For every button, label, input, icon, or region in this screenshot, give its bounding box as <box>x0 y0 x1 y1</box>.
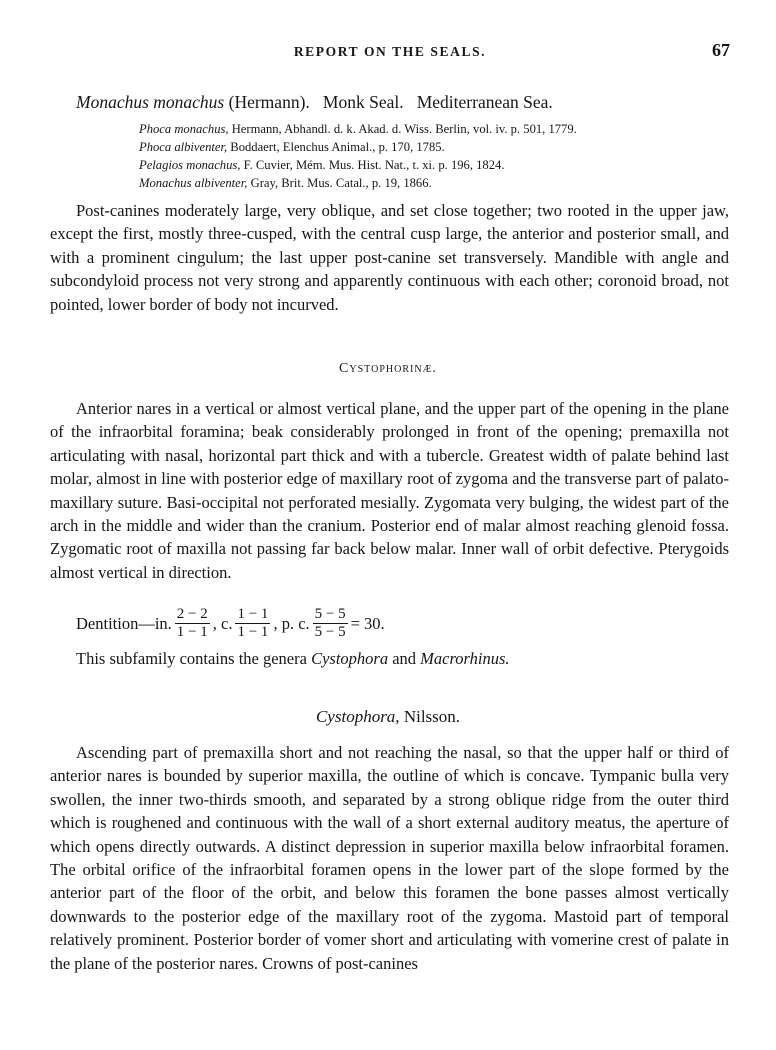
canine-lower: 1 − 1 <box>237 624 269 640</box>
incisor-fraction <box>175 606 210 641</box>
synonym-entry <box>139 138 577 156</box>
species-region: Mediterranean Sea. <box>416 92 553 112</box>
genus-macrorhinus: Macrorhinus. <box>420 649 510 668</box>
species-description-text: Post-canines moderately large, very oblique, and set close together; two rooted in the upper jaw, except the first, mostly three-cusped, with the central cusp large, the anterior and posterior small, and with a prominent cingulum; the last upper post-canine set transversely. Mandible with angle and subcondyloid process not very strong and apparently continuous with each other; coronoid broad, not pointed, lower border of body not incurved. <box>50 201 729 314</box>
genus-cystophora: Cystophora <box>311 649 389 668</box>
genus-name: Cystophora, <box>315 707 400 726</box>
species-common-name: Monk Seal. <box>322 92 404 112</box>
genus-heading <box>0 707 776 727</box>
incisor-upper: 2 − 2 <box>176 606 208 622</box>
species-heading <box>76 92 553 113</box>
incisor-separator: , c. <box>212 613 233 633</box>
synonym-citation: Hermann, Abhandl. d. k. Akad. d. Wiss. Berlin, vol. iv. p. 501, 1779. <box>231 122 577 136</box>
synonym-name: Phoca albiventer, <box>139 140 228 154</box>
species-author: (Hermann). <box>228 92 310 112</box>
page-header <box>50 40 730 68</box>
synonym-entry <box>139 156 577 174</box>
note-prefix: This subfamily contains the genera <box>76 649 307 668</box>
subfamily-description <box>50 397 729 584</box>
synonym-list <box>139 120 577 192</box>
synonym-name: Monachus albiventer, <box>139 176 248 190</box>
synonym-citation: Boddaert, Elenchus Animal., p. 170, 1785. <box>230 140 445 154</box>
postcanine-lower: 5 − 5 <box>314 624 346 640</box>
running-title: REPORT ON THE SEALS. <box>293 44 487 59</box>
synonym-name: Pelagios monachus, <box>139 158 241 172</box>
subfamily-description-text: Anterior nares in a vertical or almost vertical plane, and the upper part of the opening in the plane of the infraorbital foramina; beak considerably prolonged in front of the opening; premaxilla not articulating with nasal, horizontal part thick and with a tubercle. Greatest width of palate behind last molar, almost in line with posterior edge of maxillary root of zygoma and the transverse part of palato-maxillary suture. Basi-occipital not perforated mesially. Zygomata very bulging, the widest part of the arch in the middle and wider than the cranium. Posterior end of malar almost reaching glenoid fossa. Zygomatic root of maxilla not passing far back below malar. Inner wall of orbit defective. Pterygoids almost vertical in direction. <box>50 399 729 582</box>
synonym-entry <box>139 120 577 138</box>
postcanine-fraction <box>313 606 348 641</box>
page-number: 67 <box>712 40 730 60</box>
genus-description-text: Ascending part of premaxilla short and not reaching the nasal, so that the upper half or third of anterior nares is bounded by superior maxilla, the outline of which is concave. Tympanic bulla very swollen, the inner two-thirds smooth, and separated by a strong oblique ridge from the outer third which is roughened and continuous with the wall of a short external auditory meatus, the aperture of which opens directly outwards. A distinct depression in superior maxilla below infraorbital foramen. The orbital orifice of the infraorbital foramen opens in the lower part of the slope formed by the anterior part of the floor of the orbit, and below this foramen the bone passes almost vertically downwards to the posterior edge of the maxillary root of the zygoma. Mastoid part of temporal relatively prominent. Posterior border of vomer short and articulating with vomerine crest of palate in the plane of the posterior nares. Crowns of post-canines <box>50 743 729 973</box>
canine-separator: , p. c. <box>273 613 310 633</box>
canine-upper: 1 − 1 <box>237 606 269 622</box>
dentition-formula <box>76 606 385 641</box>
genus-author: Nilsson. <box>403 707 461 726</box>
synonym-citation: F. Cuvier, Mém. Mus. Hist. Nat., t. xi. p. 196, 1824. <box>243 158 505 172</box>
dentition-label: Dentition—in. <box>76 613 172 633</box>
postcanine-upper: 5 − 5 <box>314 606 346 622</box>
incisor-lower: 1 − 1 <box>176 624 208 640</box>
species-description <box>50 199 729 316</box>
species-name: Monachus monachus <box>76 92 225 112</box>
note-and: and <box>392 649 417 668</box>
subfamily-heading: Cystophorinæ. <box>339 361 437 376</box>
dentition-total: = 30. <box>350 613 385 633</box>
synonym-name: Phoca monachus, <box>139 122 229 136</box>
genus-description <box>50 741 729 975</box>
synonym-entry <box>139 174 577 192</box>
subfamily-genera-note <box>76 649 510 669</box>
synonym-citation: Gray, Brit. Mus. Catal., p. 19, 1866. <box>250 176 432 190</box>
canine-fraction <box>235 606 270 641</box>
